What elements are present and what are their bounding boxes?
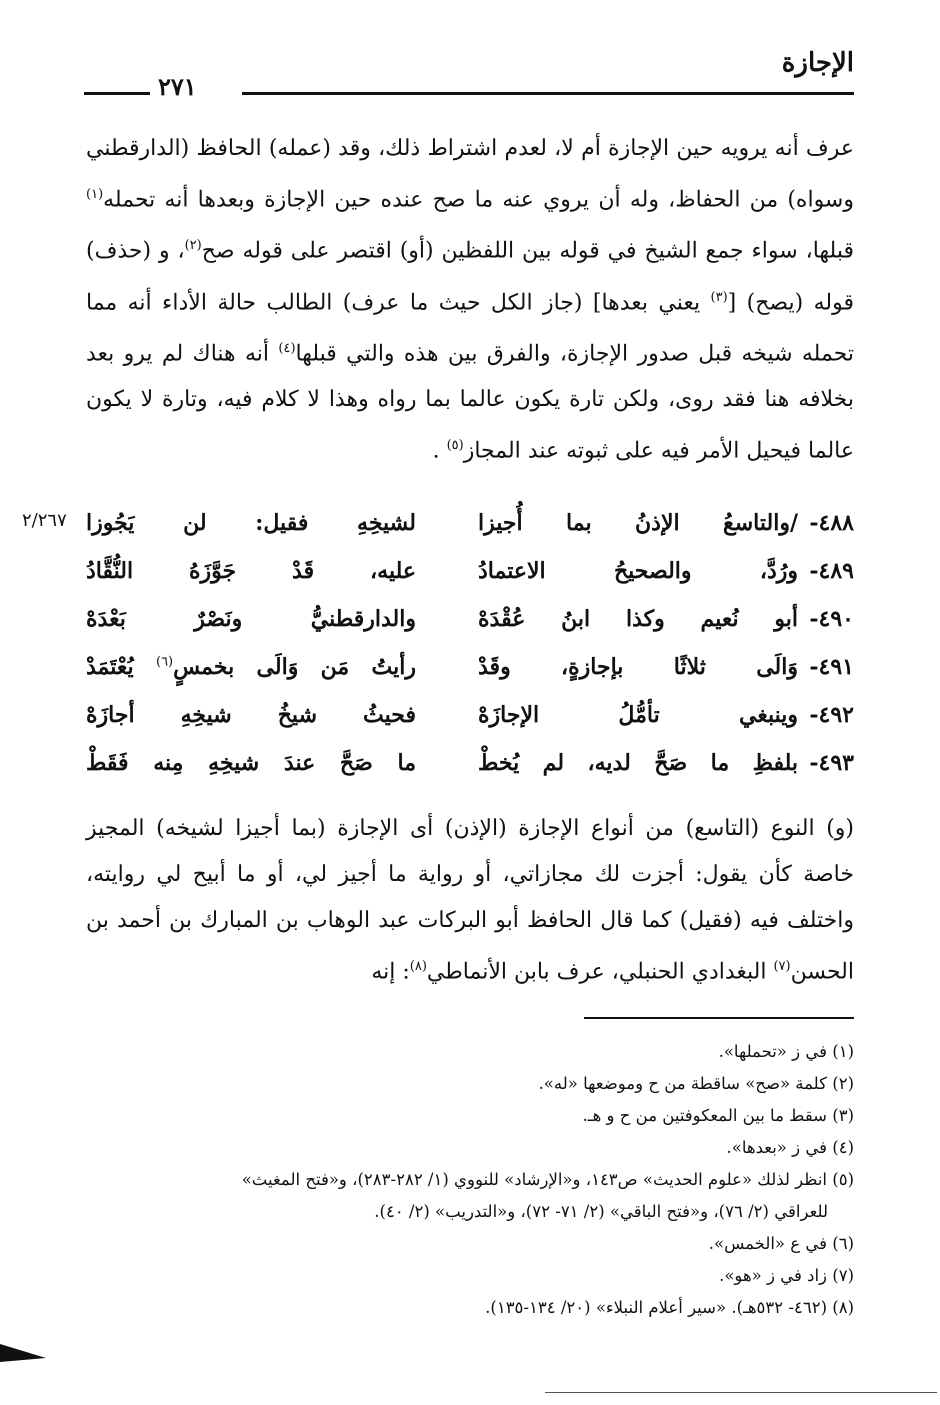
verse-second-hemistich: لشيخِهِ فقيل: لن يَجُوزا [86,510,416,536]
verse-second-hemistich: رأيتُ مَن وَالَى بخمسٍ$^{(٦)}$ يُعْتَمَدْ [86,654,416,680]
verse-first-hemistich: /والتاسعُ الإذنُ بما أُجيزا [478,510,798,536]
page-number: ٢٧١ [158,72,197,101]
verse-first-hemistich: أبو نُعيم وكذا ابنُ عُقْدَهْ [478,606,798,632]
footnote: (٨) (٤٦٢- ٥٣٢هـ). «سير أعلام النبلاء» (٢٠/ ١٣٤-١٣٥). [485,1298,854,1317]
footnotes [86,1036,854,1324]
footnote-ref: (٦) [155,654,174,670]
footnote: (٧) زاد في ز «هو». [719,1266,854,1285]
verse-second-hemistich: والدارقطنيُّ ونَصْرٌ بَعْدَهْ [86,606,416,632]
footnote-ref: (٤) [278,340,296,356]
footnote-ref: (٧) [773,959,791,974]
footnote: (٦) في ع «الخمس». [708,1234,854,1253]
footnote-ref: (٢) [184,238,202,254]
verse-first-hemistich: وينبغي تأمُّلُ الإجازَهْ [478,702,798,728]
footnote: (٥) انظر لذلك «علوم الحديث» ص١٤٣، و«الإرشاد» للنووي (١/ ٢٨٢-٢٨٣)، و«فتح المغيث» [241,1170,854,1189]
verse-number: ٤٩٢- [809,702,854,728]
scan-edge-line [545,1392,937,1393]
header-rule [242,92,854,95]
running-title: الإجازة [781,48,854,78]
footnote-ref: (١) [86,187,104,202]
page-corner-shadow [0,1322,46,1362]
verse-second-hemistich: ما صَحَّ عندَ شيخِهِ مِنه فَقَطْ [86,750,416,776]
verse-line [86,506,854,554]
verse-line [86,554,854,602]
footnote-separator [584,1017,854,1019]
commentary-paragraph-1: عرف أنه يرويه حين الإجازة أم لا، لعدم اشتراط ذلك، وقد (عمله) الحافظ (الدارقطني وسواه) من الحفاظ، وله أن يروي عنه ما صح عنده حين الإجازة وبعدها أنه تحمله$^{(١)}$ قبلها، سواء جمع الشيخ في قوله بين اللفظين (أو) اقتصر على قوله صح$^{(٢)}$، و (حذف) قوله (يصح) [$^{(٣)}$ يعني بعدها] (جاز الكل حيث ما عرف) الطالب حالة الأداء أنه مما تحمله شيخه قبل صدور الإجازة، والفرق بين هذه والتي قبلها$^{(٤)}$ أنه هناك لم يرو بعد بخلافه هنا فقد روى، ولكن تارة يكون عالما بما رواه وهذا لا كلام فيه، وتارة لا يكون عالما فيحيل الأمر فيه على ثبوته عند المجاز$^{(٥)}$ . [86,136,855,464]
footnote-ref: (٨) [409,959,427,974]
verse-number: ٤٩١- [809,654,854,680]
verse-first-hemistich: ورُدَّ، والصحيحُ الاعتمادُ [478,558,798,584]
footnote-continuation: للعراقي (٢/ ٧٦)، و«فتح الباقي» (٢/ ٧١- ٧٢)، و«التدريب» (٢/ ٤٠). [374,1202,828,1221]
verse-line [86,602,854,650]
verse-number: ٤٨٨- [809,510,854,536]
verse-block [86,506,854,794]
verse-second-hemistich: فحيثُ شيخُ شيخِهِ أجازَهْ [86,702,416,728]
header-rule-left [84,92,150,95]
verse-line [86,746,854,794]
footnote-ref: (٣) [710,289,728,305]
footnote: (٤) في ز «بعدها». [726,1138,854,1157]
verse-first-hemistich: بلفظِ ما صَحَّ لديه، لم يُخطْ [478,750,798,776]
footnote-ref: (٥) [446,438,464,454]
verse-number: ٤٩٠- [809,606,854,632]
footnote: (١) في ز «تحملها». [718,1042,854,1061]
commentary-paragraph-2: (و) النوع (التاسع) من أنواع الإجازة (الإذن) أى الإجازة (بما أجيزا لشيخه) المجيز خاصة كأن يقول: أجزت لك مجازاتي، أو رواية ما أجيز لي، أو ما أبيح لي روايته، واختلف فيه (فقيل) كما قال الحافظ أبو البركات عبد الوهاب بن المبارك بن أحمد بن الحسن$^{(٧)}$ البغدادي الحنبلي، عرف بابن الأنماطي$^{(٨)}$: إنه [86,816,854,985]
page-header [84,44,854,101]
footnote: (٣) سقط ما بين المعكوفتين من ح و هـ. [582,1106,854,1125]
verse-line [86,698,854,746]
margin-reference: ٢/٢٦٧ [22,510,67,531]
verse-number: ٤٨٩- [809,558,854,584]
verse-first-hemistich: وَالَى ثلاثًا بإجازةٍ، وقَدْ [478,654,798,680]
verse-number: ٤٩٣- [809,750,854,776]
footnote: (٢) كلمة «صح» ساقطة من ح وموضعها «له». [538,1074,854,1093]
verse-second-hemistich: عليه، قَدْ جَوَّزَهُ النُّقَّادُ [86,558,416,584]
verse-line [86,650,854,698]
